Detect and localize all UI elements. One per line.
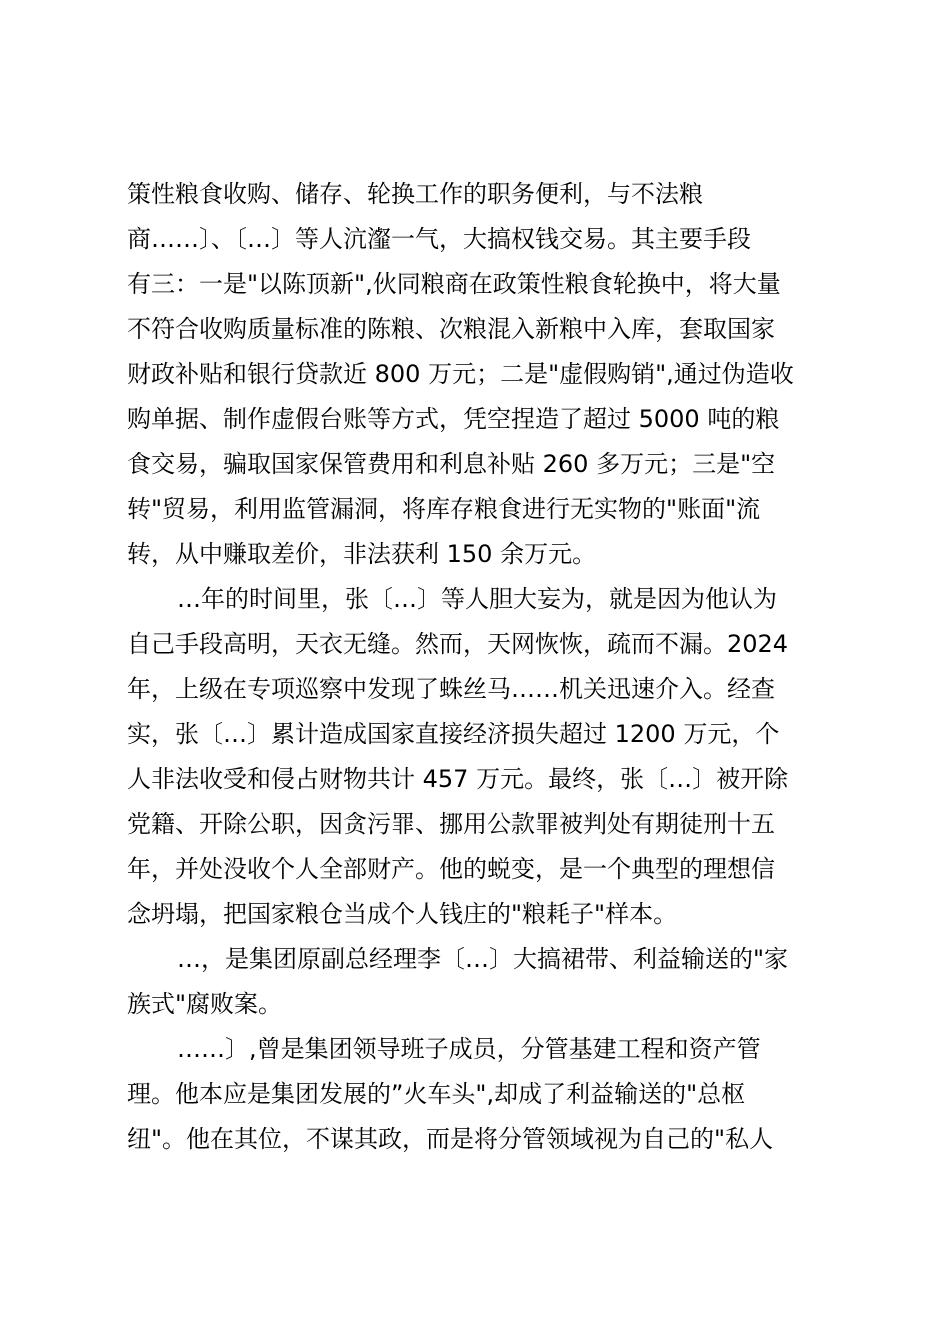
text-line: 实，张〔…〕累计造成国家直接经济损失超过 1200 万元，个 bbox=[127, 720, 780, 748]
text-line: 转"贸易，利用监管漏洞，将库存粮食进行无实物的"账面"流 bbox=[127, 495, 761, 523]
text-line: 念坍塌，把国家粮仓当成个人钱庄的"粮耗子"样本。 bbox=[127, 900, 678, 928]
text-line: 转，从中赚取差价，非法获利 150 余万元。 bbox=[127, 540, 597, 568]
text-line: 人非法收受和侵占财物共计 457 万元。最终，张〔…〕被开除 bbox=[127, 765, 789, 793]
text-line: 自己手段高明，天衣无缝。然而，天网恢恢，疏而不漏。2024 bbox=[127, 630, 789, 658]
text-line: 策性粮食收购、储存、轮换工作的职务便利，与不法粮 bbox=[127, 180, 703, 208]
text-line: ……〕,曾是集团领导班子成员，分管基建工程和资产管 bbox=[177, 1035, 761, 1063]
text-line: 族式"腐败案。 bbox=[127, 990, 283, 1018]
text-line: …，是集团原副总经理李〔…〕大搞裙带、利益输送的"家 bbox=[177, 945, 789, 973]
body-text bbox=[127, 172, 832, 1162]
text-line: 年，并处没收个人全部财产。他的蜕变，是一个典型的理想信 bbox=[127, 855, 775, 883]
text-line: 不符合收购质量标准的陈粮、次粮混入新粮中入库，套取国家 bbox=[127, 315, 775, 343]
text-line: 年，上级在专项巡察中发现了蛛丝马……机关迅速介入。经查 bbox=[127, 675, 775, 703]
text-line: 纽"。他在其位，不谋其政，而是将分管领域视为自己的"私人 bbox=[127, 1125, 774, 1153]
text-line: 党籍、开除公职，因贪污罪、挪用公款罪被判处有期徒刑十五 bbox=[127, 810, 775, 838]
text-line: 有三：一是"以陈顶新",伙同粮商在政策性粮食轮换中，将大量 bbox=[127, 270, 781, 298]
text-line: 购单据、制作虚假台账等方式，凭空捏造了超过 5000 吨的粮 bbox=[127, 405, 780, 433]
text-line: 理。他本应是集团发展的”火车头",却成了利益输送的"总枢 bbox=[127, 1080, 746, 1108]
text-line: 财政补贴和银行贷款近 800 万元；二是"虚假购销",通过伪造收 bbox=[127, 360, 794, 388]
text-line: …年的时间里，张〔…〕等人胆大妄为，就是因为他认为 bbox=[177, 585, 777, 613]
text-line: 商……〕、〔…〕等人沆瀣一气，大搞权钱交易。其主要手段 bbox=[127, 225, 751, 253]
text-line: 食交易，骗取国家保管费用和利息补贴 260 多万元；三是"空 bbox=[127, 450, 776, 478]
